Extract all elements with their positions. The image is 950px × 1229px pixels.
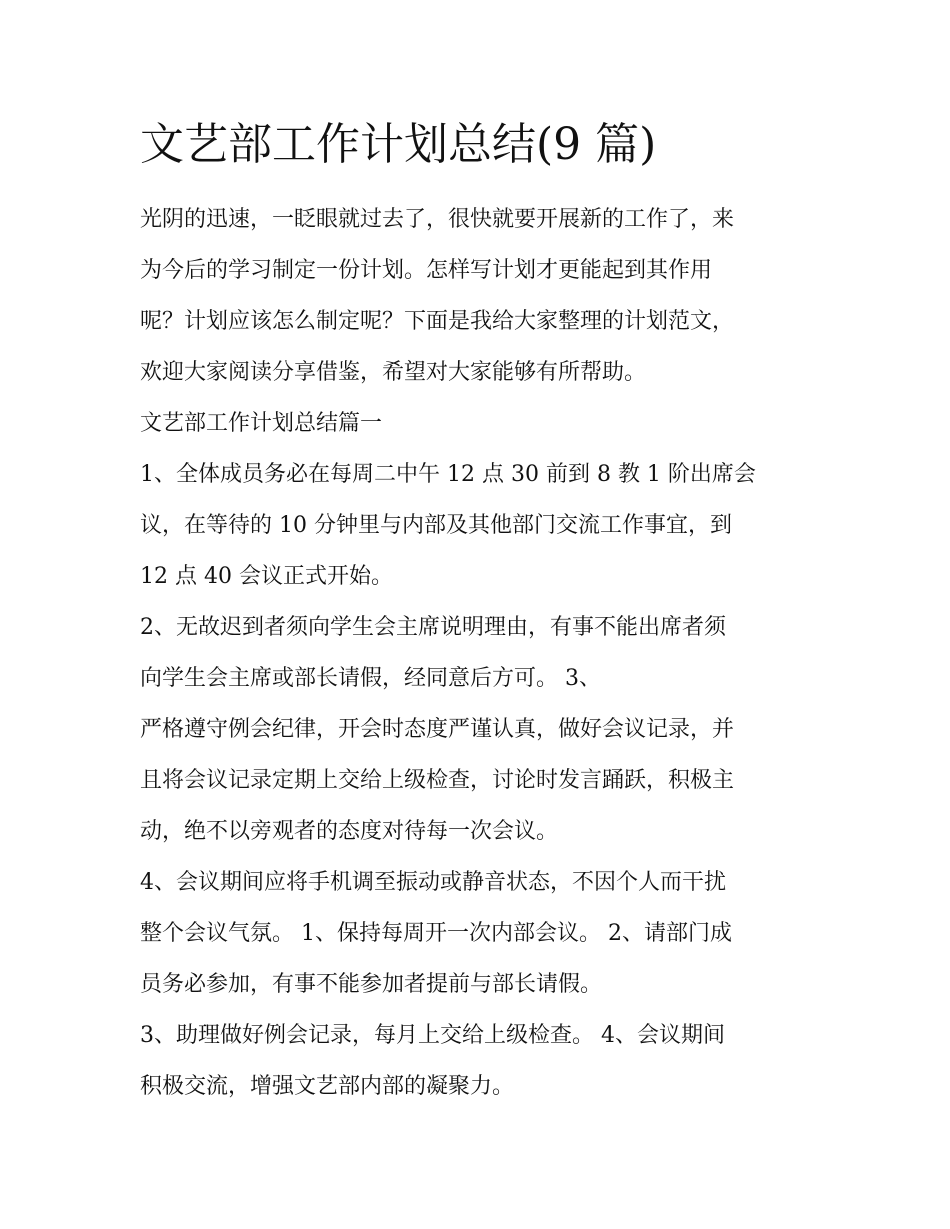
text-line: 积极交流，增强文艺部内部的凝聚力。 xyxy=(140,1074,515,1099)
text-line: 议，在等待的 10 分钟里与内部及其他部门交流工作事宜，到 xyxy=(140,513,732,538)
text-line: 且将会议记录定期上交给上级检查，讨论时发言踊跃，积极主 xyxy=(140,768,735,793)
paragraph-item-4 xyxy=(140,857,820,1010)
text-line: 员务必参加，有事不能参加者提前与部长请假。 xyxy=(140,972,603,997)
text-line: 整个会议气氛。 1、保持每周开一次内部会议。 2、请部门成 xyxy=(140,921,732,946)
text-line: 向学生会主席或部长请假，经同意后方可。 3、 xyxy=(140,666,601,691)
text-line: 3、助理做好例会记录，每月上交给上级检查。 4、会议期间 xyxy=(140,1023,725,1048)
text-line: 为今后的学习制定一份计划。怎样写计划才更能起到其作用 xyxy=(140,258,713,283)
text-line: 2、无故迟到者须向学生会主席说明理由，有事不能出席者须 xyxy=(140,615,726,640)
text-line: 欢迎大家阅读分享借鉴，希望对大家能够有所帮助。 xyxy=(140,360,647,385)
text-line: 4、会议期间应将手机调至振动或静音状态，不因个人而干扰 xyxy=(140,870,726,895)
text-line: 严格遵守例会纪律，开会时态度严谨认真，做好会议记录，并 xyxy=(140,717,735,742)
paragraph-item-2 xyxy=(140,602,820,704)
text-line: 1、全体成员务必在每周二中午 12 点 30 前到 8 教 1 阶出席会 xyxy=(140,462,756,487)
paragraph-intro xyxy=(140,194,820,398)
paragraph-item-5 xyxy=(140,1010,820,1112)
text-line: 12 点 40 会议正式开始。 xyxy=(140,564,393,589)
document-title: 文艺部工作计划总结(9 篇) xyxy=(140,119,657,170)
text-line: 动，绝不以旁观者的态度对待每一次会议。 xyxy=(140,819,559,844)
paragraph-item-1 xyxy=(140,449,820,602)
document-body xyxy=(140,112,820,1112)
paragraph-item-3 xyxy=(140,704,820,857)
text-line: 光阴的迅速，一眨眼就过去了，很快就要开展新的工作了，来 xyxy=(140,207,735,232)
section-heading: 文艺部工作计划总结篇一 xyxy=(140,411,383,436)
text-line: 呢？计划应该怎么制定呢？下面是我给大家整理的计划范文， xyxy=(140,309,735,334)
